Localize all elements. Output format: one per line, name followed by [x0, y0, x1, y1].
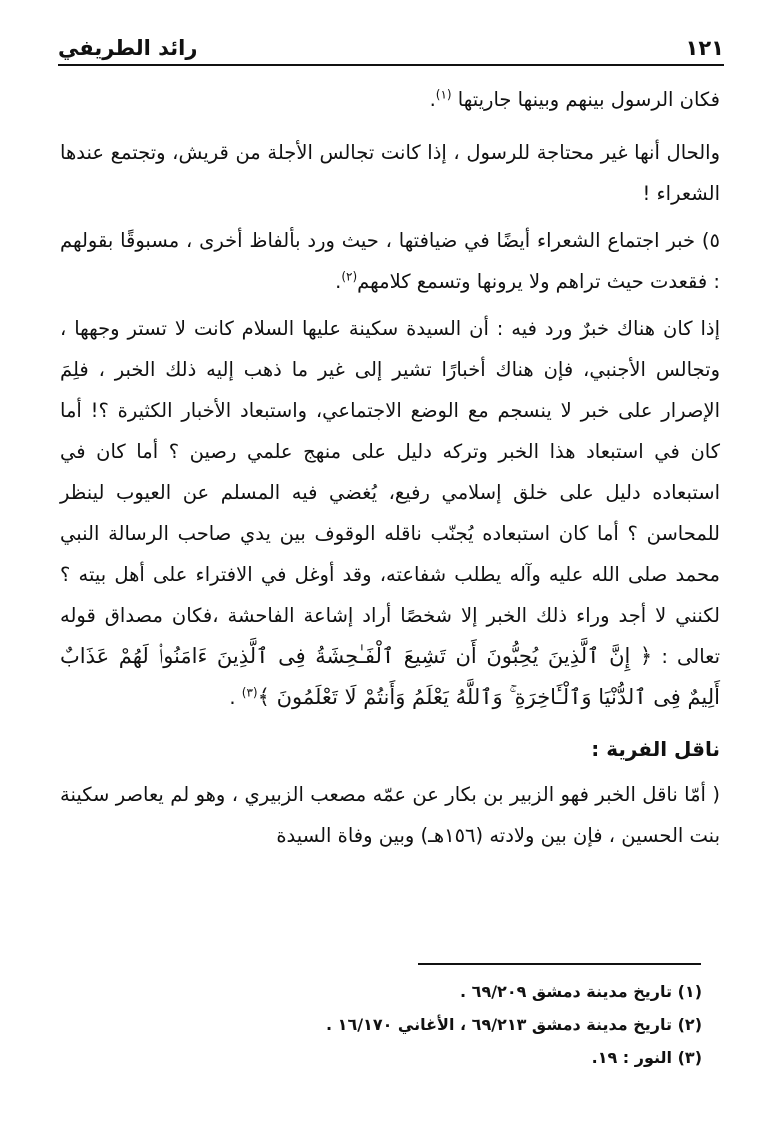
footnotes — [60, 975, 702, 1074]
footnote-ref-1: (١) — [435, 87, 452, 102]
footnote-3: (٣) النور : ١٩. — [591, 1048, 702, 1067]
main-text — [60, 74, 720, 862]
footnote-2: (٢) تاريخ مدينة دمشق ٦٩/٢١٣ ، الأغاني ١٦/١٧٠ . — [326, 1015, 702, 1034]
quran-verse: ﴿ إِنَّ ٱلَّذِينَ يُحِبُّونَ أَن تَشِيعَ ٱلْفَـٰحِشَةُ فِى ٱلَّذِينَ ءَامَنُوا۟ لَهُمْ عَذَابٌ أَلِيمٌ فِى ٱلدُّنْيَا وَٱلْـَٔاخِرَةِ ۚ وَٱللَّهُ يَعْلَمُ وَأَنتُمْ لَا تَعْلَمُونَ ﴾ — [60, 644, 720, 709]
paragraph-1-end: . — [429, 88, 436, 111]
footnote-divider — [418, 963, 701, 965]
author-name: رائد الطريفي — [58, 36, 198, 60]
footnote-ref-2: (٢) — [341, 269, 358, 284]
footnote-1: (١) تاريخ مدينة دمشق ٦٩/٢٠٩ . — [460, 982, 702, 1001]
paragraph-4-text: إذا كان هناك خبرٌ ورد فيه : أن السيدة سكينة عليها السلام كانت لا تستر وجهها ، وتجالس الأجنبي، فإن هناك أخبارًا تشير إلى غير ما ذهب إليه ذلك الخبر ، فلِمَ الإصرار على خبر لا ينسجم مع الوضع الاجتماعي، واستبعاد الأخبار الكثيرة ؟! أما كان في استبعاد هذا الخبر وتركه دليل على منهج علمي رصين ؟ أما كان في استبعاده دليل على خلق إسلامي رفيع، يُغضي فيه المسلم عن العيوب لينظر للمحاسن ؟ أما كان استبعاده يُجنّب ناقله الوقوف بين يدي صاحب الرسالة النبي محمد صلى الله عليه وآله يطلب شفاعته، وقد أوغل في الافتراء على أهل بيته ؟ لكنني لا أجد وراء ذلك الخبر إلا شخصًا أراد إشاعة الفاحشة ،فكان مصداق قوله تعالى : — [60, 317, 720, 668]
paragraph-1 — [60, 74, 720, 126]
paragraph-4 — [60, 308, 720, 718]
footnote-ref-3: (٣) — [241, 685, 258, 700]
paragraph-3 — [60, 220, 720, 302]
section-heading: ناقل الفرية : — [591, 737, 720, 761]
paragraph-5: ( أمّا ناقل الخبر فهو الزبير بن بكار عن عمّه مصعب الزبيري ، وهو لم يعاصر سكينة بنت الحسين ، فإن بين ولادته (١٥٦هـ) وبين وفاة السيدة — [60, 783, 720, 847]
paragraph-1-text: فكان الرسول بينهم وبينها جاريتها — [457, 88, 720, 111]
running-header — [58, 26, 724, 66]
paragraph-3-end: . — [335, 270, 342, 293]
paragraph-2: والحال أنها غير محتاجة للرسول ، إذا كانت تجالس الأجلة من قريش، وتجتمع عندها الشعراء ! — [60, 141, 720, 205]
paragraph-3-text: ٥) خبر اجتماع الشعراء أيضًا في ضيافتها ، حيث ورد بألفاظ أخرى ، مسبوقًا بقولهم : فقعدت حيث تراهم ولا يرونها وتسمع كلامهم — [60, 229, 720, 293]
page-number: ١٢١ — [685, 36, 724, 60]
quran-verse-end: . — [229, 686, 236, 709]
